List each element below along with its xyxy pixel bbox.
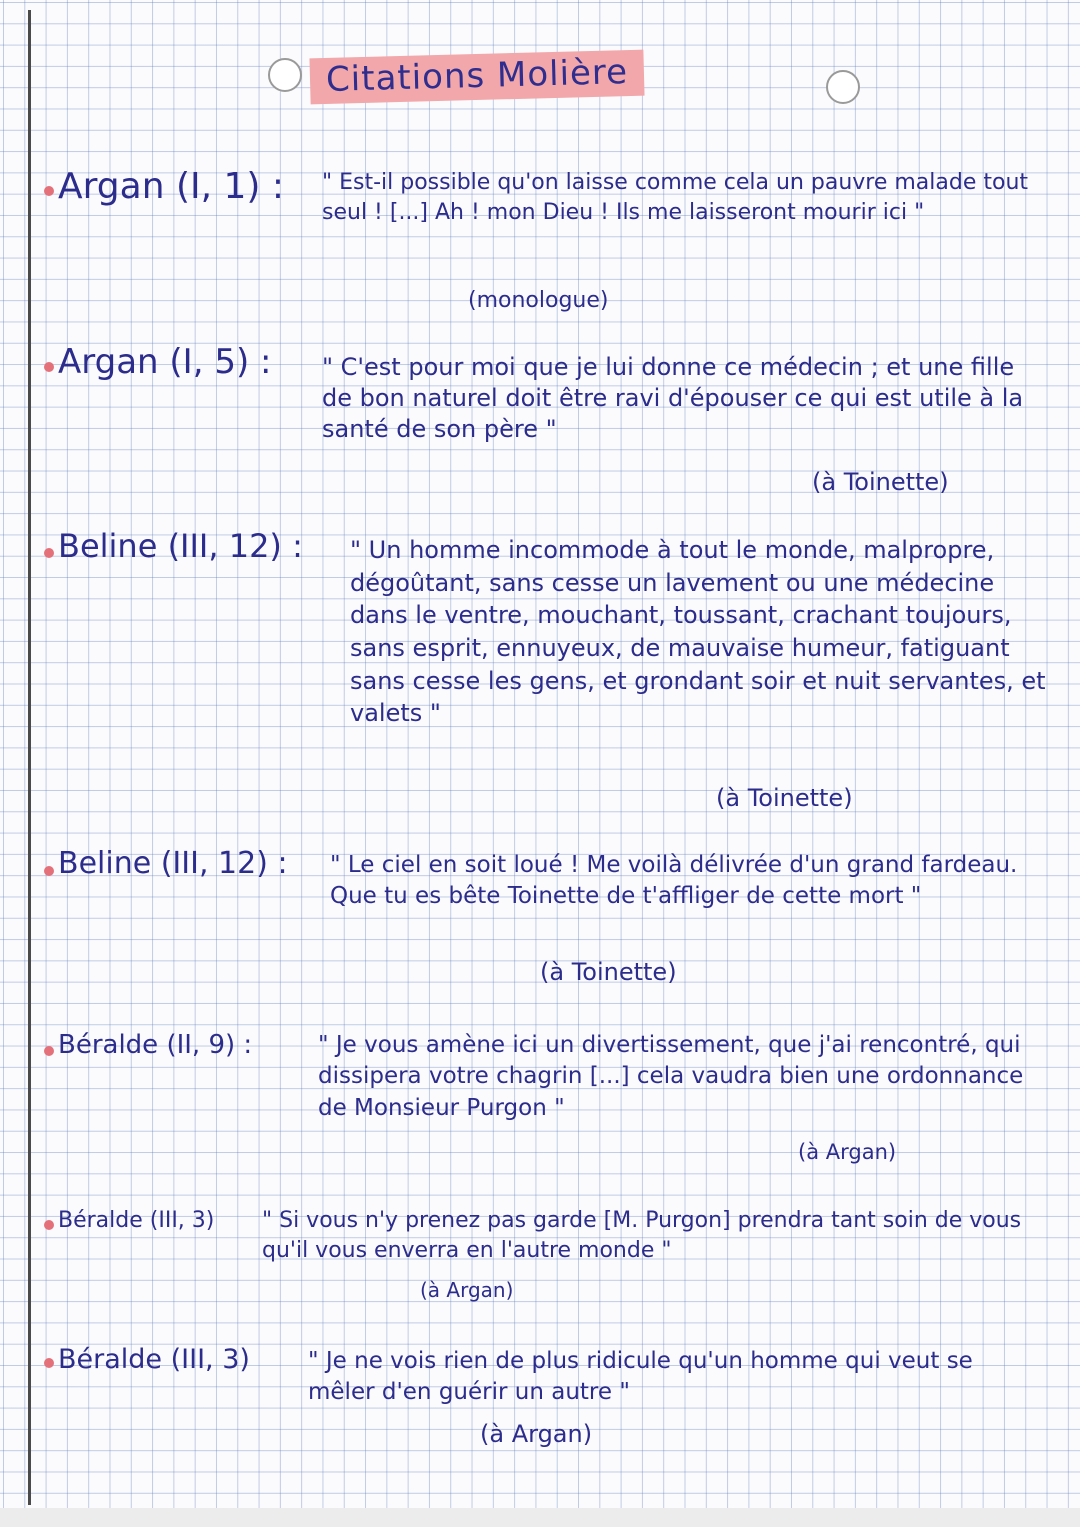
entry-note: (à Toinette): [812, 468, 949, 496]
bullet-icon: [44, 362, 54, 372]
bullet-icon: [44, 1358, 54, 1368]
entry-note: (monologue): [468, 288, 609, 313]
margin-line: [28, 10, 31, 1505]
punch-hole-left: [268, 58, 302, 92]
entry-note: (à Argan): [420, 1278, 514, 1302]
bullet-icon: [44, 186, 54, 196]
entry-quote: " Je vous amène ici un divertissement, que j'ai rencontré, qui dissipera votre chagrin [...] cela vaudra bien une ordonnance de Monsieur Purgon ": [318, 1032, 1024, 1121]
entry-quote: " Un homme incommode à tout le monde, malpropre, dégoûtant, sans cesse un lavement ou une médecine dans le ventre, mouchant, toussant, crachant toujours, sans esprit, ennuyeux, de mauvaise humeur, fatiguant sans cesse les gens, et grondant soir et nuit servantes, et valets ": [350, 536, 1046, 728]
entry-quote: " Je ne vois rien de plus ridicule qu'un homme qui veut se mêler d'en guérir un autre ": [308, 1348, 973, 1406]
entry-speaker: Beline (III, 12) :: [58, 527, 303, 565]
bullet-icon: [44, 866, 54, 876]
entry-quote: " Si vous n'y prenez pas garde [M. Purgon] prendra tant soin de vous qu'il vous enverra en l'autre monde ": [262, 1208, 1022, 1263]
entry-speaker: Argan (I, 1) :: [58, 166, 285, 207]
entry-note: (à Argan): [798, 1140, 897, 1164]
bullet-icon: [44, 548, 54, 558]
entry-speaker: Beline (III, 12) :: [58, 846, 288, 881]
entry-note: (à Toinette): [540, 958, 677, 986]
entry-speaker: Béralde (III, 3): [58, 1208, 215, 1233]
entry-speaker: Béralde (II, 9) :: [58, 1030, 253, 1060]
entry-speaker: Béralde (III, 3): [58, 1344, 250, 1375]
bullet-icon: [44, 1220, 54, 1230]
entry-note: (à Argan): [480, 1420, 593, 1448]
entry-quote: " Est-il possible qu'on laisse comme cela un pauvre malade tout seul ! [...] Ah ! mon Dieu ! Ils me laisseront mourir ici ": [322, 170, 1029, 225]
entry-note: (à Toinette): [716, 784, 853, 812]
entry-quote: " C'est pour moi que je lui donne ce médecin ; et une fille de bon naturel doit être ravi d'épouser ce qui est utile à la santé de son père ": [322, 353, 1024, 444]
page-title: Citations Molière: [309, 50, 644, 105]
bullet-icon: [44, 1046, 54, 1056]
punch-hole-right: [826, 70, 860, 104]
entry-quote: " Le ciel en soit loué ! Me voilà délivrée d'un grand fardeau. Que tu es bête Toinette de t'affliger de cette mort ": [330, 852, 1018, 910]
page-bottom-edge: [0, 1508, 1080, 1527]
entry-speaker: Argan (I, 5) :: [58, 342, 272, 382]
